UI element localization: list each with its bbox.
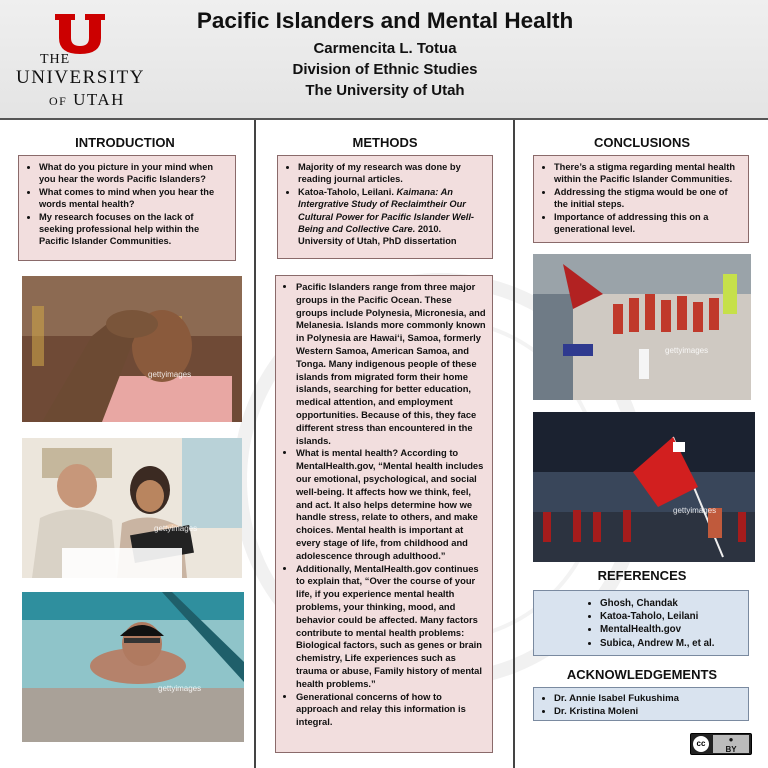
list-item: • Addressing the stigma would be one of the initial steps. xyxy=(554,186,742,211)
introduction-box xyxy=(18,155,236,261)
list-item-citation xyxy=(298,186,486,248)
list-item: • My research focuses on the lack of seeking professional help within the Pacific Islander Communities. xyxy=(39,211,229,248)
acknowledgements-heading: ACKNOWLEDGEMENTS xyxy=(566,667,718,682)
photo-family-bills-image xyxy=(22,438,242,578)
photo-watermark: gettyimages xyxy=(665,346,709,355)
logo-the: THE xyxy=(40,52,71,67)
photo-flag-bearer-image xyxy=(533,412,755,562)
university-logo xyxy=(14,12,146,108)
list-item: • Additionally, MentalHealth.gov continues to explain that, “Over the course of your life, if you experience mental health problems, your thinking, mood, and behavior could be affected. Many factors contribute to mental health problems: Biological factors, such as genes or brain chemistry, Life experiences such as trauma or abuse, Family history of mental health problems.” xyxy=(296,563,486,691)
photo-stressed-man-image xyxy=(22,276,242,422)
references-list xyxy=(584,597,742,650)
conclusions-list xyxy=(538,161,742,235)
column-divider-2 xyxy=(513,120,515,768)
list-item: • MentalHealth.gov xyxy=(600,623,742,636)
methods-list xyxy=(282,161,486,248)
block-u-logo-icon xyxy=(53,12,107,56)
title-block xyxy=(170,8,600,101)
citation-author: Katoa-Taholo, Leilani. xyxy=(298,186,397,197)
photo-parade xyxy=(533,254,751,400)
logo-utah: UTAH xyxy=(73,90,125,109)
by-label: BY xyxy=(725,745,737,754)
photo-parade-image xyxy=(533,254,751,400)
list-item: • Subica, Andrew M., et al. xyxy=(600,637,742,650)
cc-icon: cc xyxy=(693,736,709,752)
logo-of-utah xyxy=(42,90,132,110)
list-item: • What is mental health? According to MentalHealth.gov, “Mental health includes our emotional, psychological, and social well-being. It affects how we think, feel, and act. It also helps determine how we handle stress, relate to others, and make choices. Mental health is important at every stage of life, from childhood and adolescence through adulthood.” xyxy=(296,447,486,562)
introduction-list xyxy=(23,161,229,248)
list-item: • Ghosh, Chandak xyxy=(600,597,742,610)
creative-commons-badge xyxy=(690,733,752,755)
photo-swimmer-image xyxy=(22,592,244,742)
references-heading: REFERENCES xyxy=(597,568,687,583)
photo-watermark: gettyimages xyxy=(673,506,717,515)
by-attribution-icon: ● BY xyxy=(713,735,749,753)
photo-watermark: gettyimages xyxy=(154,524,198,533)
list-item: • Pacific Islanders range from three major groups in the Pacific Ocean. These groups include Polynesia, Micronesia, and Melanesia. Islands more commonly known in Polynesia are Hawai‘i, Samoa, formerly Western Samoa, American Samoa, and Tonga. Many indigenous people of these islands from migrated form their home islands, searching for better education, medical attention, and employment opportunities. Because of this, they face different stress than encountered in the islands. xyxy=(296,281,486,447)
poster-header xyxy=(0,0,768,120)
list-item: • Dr. Kristina Moleni xyxy=(554,706,742,719)
list-item: • There’s a stigma regarding mental health within the Pacific Islander Communities. xyxy=(554,161,742,186)
photo-flag-bearer xyxy=(533,412,755,562)
photo-watermark: gettyimages xyxy=(158,684,202,693)
citation-details: 2010. University of Utah, PhD dissertation xyxy=(298,224,457,247)
list-item: • Generational concerns of how to approach and relay this information is integral. xyxy=(296,691,486,729)
acknowledgements-box xyxy=(533,687,749,721)
acknowledgements-list xyxy=(538,693,742,719)
references-box xyxy=(533,590,749,656)
methods-body-list xyxy=(280,281,486,729)
list-item: • What do you picture in your mind when you hear the words Pacific Islanders? xyxy=(39,161,229,186)
conclusions-heading: CONCLUSIONS xyxy=(593,135,691,150)
department-name: Division of Ethnic Studies xyxy=(292,61,478,78)
conclusions-box xyxy=(533,155,749,243)
list-item: • Majority of my research was done by reading journal articles. xyxy=(298,161,486,186)
poster-title: Pacific Islanders and Mental Health xyxy=(196,8,574,33)
methods-box xyxy=(277,155,493,259)
list-item: • Dr. Annie Isabel Fukushima xyxy=(554,693,742,706)
list-item: • Katoa-Taholo, Leilani xyxy=(600,610,742,623)
methods-body-box xyxy=(275,275,493,753)
photo-watermark: gettyimages xyxy=(148,370,192,379)
photo-family-bills xyxy=(22,438,242,578)
column-divider-1 xyxy=(254,120,256,768)
methods-heading: METHODS xyxy=(352,135,418,150)
list-item: • Importance of addressing this on a generational level. xyxy=(554,211,742,236)
photo-stressed-man xyxy=(22,276,242,422)
logo-of: OF xyxy=(49,94,68,108)
author-name: Carmencita L. Totua xyxy=(313,40,457,57)
citation-title: Kaimana: An Intergrative Study of Reclaimtheir Our Cultural Power for Pacific Islander Well-Being and Collective Care. xyxy=(298,186,474,235)
institution-name: The University of Utah xyxy=(305,82,465,99)
list-item: • What comes to mind when you hear the words mental health? xyxy=(39,186,229,211)
introduction-heading: INTRODUCTION xyxy=(75,135,175,150)
photo-swimmer xyxy=(22,592,244,742)
logo-university: UNIVERSITY xyxy=(16,67,145,88)
